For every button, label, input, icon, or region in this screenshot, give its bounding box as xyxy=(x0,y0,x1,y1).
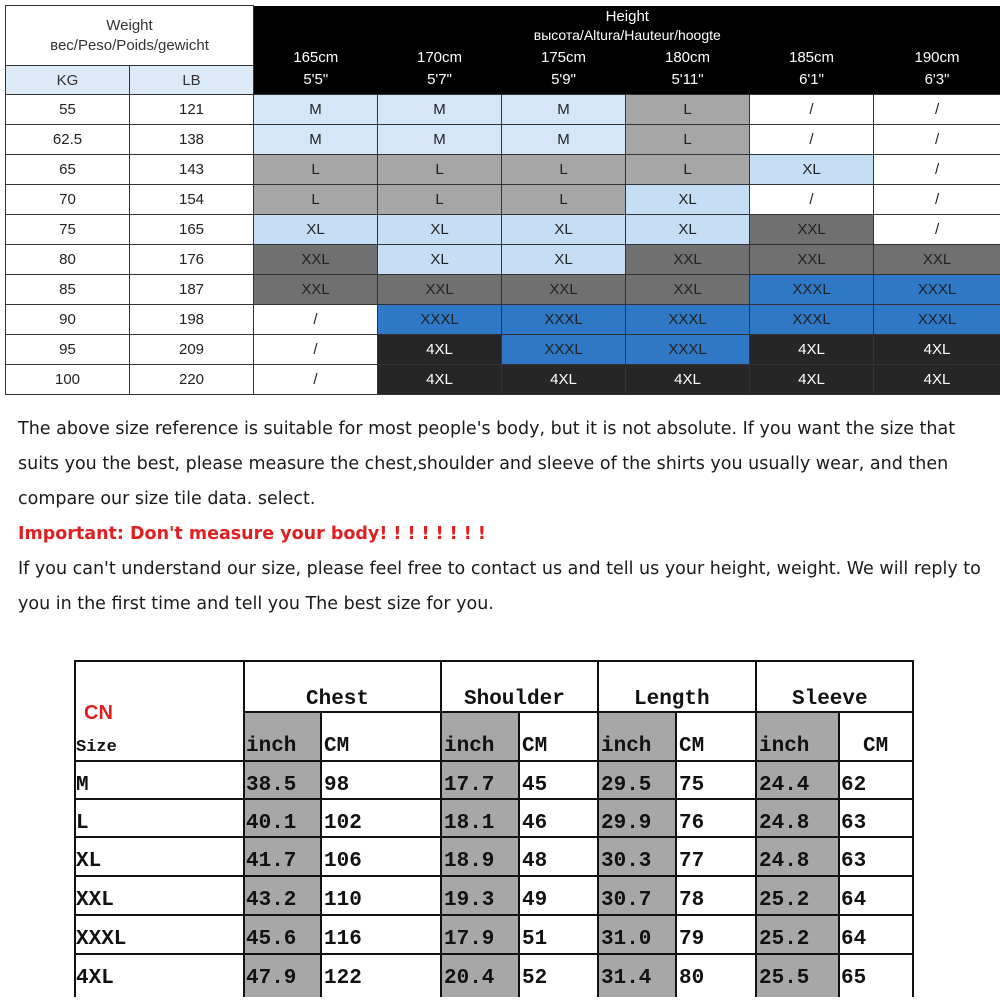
measure-chest-cm: 122 xyxy=(324,967,362,990)
table-row xyxy=(6,155,1000,185)
height-ft-1: 5'7" xyxy=(378,66,502,95)
measure-sleeve-cm: 64 xyxy=(841,928,867,951)
weight-kg: 100 xyxy=(6,365,130,395)
weight-header xyxy=(6,6,254,66)
height-cm-0: 165cm xyxy=(254,43,378,65)
measure-length-cm: 77 xyxy=(679,850,705,873)
size-notes xyxy=(18,412,998,622)
rule-length xyxy=(597,660,599,997)
size-cell: XXXL xyxy=(502,305,626,335)
measure-sleeve-cm: 62 xyxy=(841,774,867,797)
rule-group-header xyxy=(243,711,914,713)
table-row xyxy=(6,335,1000,365)
size-cell: / xyxy=(254,365,378,395)
important-note: Important: Don't measure your body! ! ! ! ! ! ! ! xyxy=(18,524,486,544)
measure-sleeve-inch: 25.2 xyxy=(759,889,810,912)
size-cell: M xyxy=(254,125,378,155)
measure-sleeve-inch: 24.8 xyxy=(759,812,810,835)
size-cell: / xyxy=(874,95,1000,125)
size-cell: XL xyxy=(378,215,502,245)
weight-kg: 70 xyxy=(6,185,130,215)
height-header xyxy=(254,6,1000,44)
size-cell: / xyxy=(750,95,874,125)
size-cell: XXXL xyxy=(750,275,874,305)
measure-shoulder-inch: 17.9 xyxy=(444,928,495,951)
weight-lb: 187 xyxy=(130,275,254,305)
measure-length-inch: 30.7 xyxy=(601,889,652,912)
measure-length-inch: 29.9 xyxy=(601,812,652,835)
group-shoulder: Shoulder xyxy=(464,688,565,711)
size-cell: M xyxy=(502,95,626,125)
length-cm-header: CM xyxy=(679,735,705,758)
table-row xyxy=(6,365,1000,395)
weight-lb: 165 xyxy=(130,215,254,245)
height-cm-4: 185cm xyxy=(750,43,874,65)
measure-shoulder-inch: 18.9 xyxy=(444,850,495,873)
size-cell: XXXL xyxy=(378,305,502,335)
measurement-table xyxy=(74,660,914,997)
measure-length-cm: 80 xyxy=(679,967,705,990)
size-cell: XXL xyxy=(750,215,874,245)
size-cell: XL xyxy=(626,215,750,245)
height-cm-1: 170cm xyxy=(378,43,502,65)
table-row xyxy=(6,305,1000,335)
measure-chest-cm: 106 xyxy=(324,850,362,873)
measure-shoulder-inch: 20.4 xyxy=(444,967,495,990)
measure-length-cm: 76 xyxy=(679,812,705,835)
size-cell: M xyxy=(502,125,626,155)
size-cell: XXL xyxy=(254,275,378,305)
sleeve-inch-header: inch xyxy=(759,735,810,758)
table-row xyxy=(6,125,1000,155)
rule-row-3 xyxy=(74,875,914,877)
size-cell: / xyxy=(750,185,874,215)
size-cell: / xyxy=(874,185,1000,215)
measure-shoulder-cm: 52 xyxy=(522,967,548,990)
weight-kg: 80 xyxy=(6,245,130,275)
table-row xyxy=(6,245,1000,275)
rule-chest-mid xyxy=(320,712,322,997)
measure-sleeve-inch: 25.5 xyxy=(759,967,810,990)
weight-kg: 55 xyxy=(6,95,130,125)
shoulder-cm-header: CM xyxy=(522,735,548,758)
height-ft-5: 6'3" xyxy=(874,66,1000,95)
size-cell: 4XL xyxy=(874,335,1000,365)
measure-length-inch: 31.4 xyxy=(601,967,652,990)
weight-lb: 176 xyxy=(130,245,254,275)
weight-title: Weight xyxy=(106,16,153,34)
size-cell: 4XL xyxy=(626,365,750,395)
measure-chest-cm: 110 xyxy=(324,889,362,912)
measure-chest-inch: 41.7 xyxy=(246,850,297,873)
rule-row-1 xyxy=(74,798,914,800)
rule-row-5 xyxy=(74,953,914,955)
size-cell: L xyxy=(626,125,750,155)
measure-size-label: XXXL xyxy=(76,928,127,951)
measure-shoulder-cm: 45 xyxy=(522,774,548,797)
size-cell: L xyxy=(378,185,502,215)
measure-length-inch: 31.0 xyxy=(601,928,652,951)
weight-lb: 154 xyxy=(130,185,254,215)
height-subtitle: высота/Altura/Hauteur/hoogte xyxy=(533,27,721,44)
height-title: Height xyxy=(605,8,649,26)
size-chart-table xyxy=(5,5,1000,395)
size-cell: L xyxy=(254,155,378,185)
size-cell: 4XL xyxy=(378,335,502,365)
size-cell: XXL xyxy=(502,275,626,305)
size-cell: / xyxy=(874,155,1000,185)
rule-shoulder xyxy=(440,660,442,997)
lb-header: LB xyxy=(130,66,254,95)
weight-kg: 75 xyxy=(6,215,130,245)
rule-length-mid xyxy=(675,712,677,997)
rule-chest xyxy=(243,660,245,997)
size-cell: / xyxy=(750,125,874,155)
table-row xyxy=(6,215,1000,245)
size-cell: XL xyxy=(626,185,750,215)
measure-sleeve-inch: 24.8 xyxy=(759,850,810,873)
size-cell: / xyxy=(874,215,1000,245)
measure-length-cm: 75 xyxy=(679,774,705,797)
chest-inch-header: inch xyxy=(246,735,297,758)
note-paragraph-1: The above size reference is suitable for most people's body, but it is not absolute. If you want the size that suits you the best, please measure the chest,shoulder and sleeve of the shirts you usually wear, and then compare our size tile data. select. xyxy=(18,419,956,509)
measure-sleeve-inch: 24.4 xyxy=(759,774,810,797)
measure-shoulder-cm: 48 xyxy=(522,850,548,873)
rule-top xyxy=(74,660,914,662)
rule-sleeve-mid xyxy=(838,712,840,997)
size-cell: XL xyxy=(502,245,626,275)
weight-lb: 220 xyxy=(130,365,254,395)
measure-size-label: M xyxy=(76,774,89,797)
size-cell: XXXL xyxy=(750,305,874,335)
rule-row-4 xyxy=(74,914,914,916)
height-ft-2: 5'9" xyxy=(502,66,626,95)
group-sleeve: Sleeve xyxy=(792,688,868,711)
measure-chest-cm: 98 xyxy=(324,774,350,797)
measure-length-cm: 78 xyxy=(679,889,705,912)
table-row xyxy=(6,185,1000,215)
size-cell: L xyxy=(502,155,626,185)
measure-sleeve-inch: 25.2 xyxy=(759,928,810,951)
height-cm-2: 175cm xyxy=(502,43,626,65)
size-cell: 4XL xyxy=(750,365,874,395)
measure-length-cm: 79 xyxy=(679,928,705,951)
size-cell: / xyxy=(254,335,378,365)
size-cell: / xyxy=(874,125,1000,155)
measure-chest-cm: 102 xyxy=(324,812,362,835)
measure-size-label: XXL xyxy=(76,889,114,912)
measure-chest-cm: 116 xyxy=(324,928,362,951)
size-cell: M xyxy=(378,125,502,155)
size-cell: XXXL xyxy=(502,335,626,365)
measure-sleeve-cm: 65 xyxy=(841,967,867,990)
measure-shoulder-cm: 46 xyxy=(522,812,548,835)
size-cell: XXL xyxy=(874,245,1000,275)
measure-length-inch: 29.5 xyxy=(601,774,652,797)
size-cell: XL xyxy=(502,215,626,245)
rule-shoulder-mid xyxy=(518,712,520,997)
weight-kg: 95 xyxy=(6,335,130,365)
measure-shoulder-inch: 17.7 xyxy=(444,774,495,797)
size-cell: M xyxy=(254,95,378,125)
size-cell: L xyxy=(378,155,502,185)
weight-kg: 90 xyxy=(6,305,130,335)
height-cm-3: 180cm xyxy=(626,43,750,65)
size-cell: XXL xyxy=(254,245,378,275)
weight-lb: 198 xyxy=(130,305,254,335)
rule-header xyxy=(74,760,914,762)
weight-subtitle: вес/Peso/Poids/gewicht xyxy=(50,36,209,54)
height-ft-4: 6'1" xyxy=(750,66,874,95)
measure-chest-inch: 38.5 xyxy=(246,774,297,797)
size-label: Size xyxy=(76,738,117,757)
cn-label: CN xyxy=(84,702,113,724)
size-cell: M xyxy=(378,95,502,125)
size-cell: XL xyxy=(378,245,502,275)
size-cell: 4XL xyxy=(874,365,1000,395)
table-row xyxy=(6,95,1000,125)
weight-lb: 209 xyxy=(130,335,254,365)
measure-sleeve-cm: 64 xyxy=(841,889,867,912)
chest-cm-header: CM xyxy=(324,735,350,758)
size-cell: 4XL xyxy=(502,365,626,395)
size-cell: L xyxy=(626,155,750,185)
measure-sleeve-cm: 63 xyxy=(841,850,867,873)
size-cell: XXXL xyxy=(874,305,1000,335)
weight-lb: 138 xyxy=(130,125,254,155)
measure-chest-inch: 40.1 xyxy=(246,812,297,835)
rule-right xyxy=(912,660,914,997)
measure-shoulder-cm: 51 xyxy=(522,928,548,951)
height-ft-3: 5'11" xyxy=(626,66,750,95)
shoulder-inch-header: inch xyxy=(444,735,495,758)
measure-size-label: 4XL xyxy=(76,967,114,990)
size-cell: XXL xyxy=(626,275,750,305)
weight-lb: 121 xyxy=(130,95,254,125)
rule-sleeve xyxy=(755,660,757,997)
weight-lb: 143 xyxy=(130,155,254,185)
group-chest: Chest xyxy=(306,688,370,711)
measure-length-inch: 30.3 xyxy=(601,850,652,873)
length-inch-header: inch xyxy=(601,735,652,758)
rule-row-2 xyxy=(74,836,914,838)
table-row xyxy=(6,275,1000,305)
size-chart xyxy=(5,5,1000,392)
height-cm-5: 190cm xyxy=(874,43,1000,65)
measure-shoulder-cm: 49 xyxy=(522,889,548,912)
measure-size-label: L xyxy=(76,812,89,835)
size-cell: / xyxy=(254,305,378,335)
measure-size-label: XL xyxy=(76,850,102,873)
size-cell: L xyxy=(502,185,626,215)
size-cell: XXL xyxy=(626,245,750,275)
measure-chest-inch: 45.6 xyxy=(246,928,297,951)
sleeve-cm-header: CM xyxy=(863,735,889,758)
kg-header: KG xyxy=(6,66,130,95)
size-cell: XXXL xyxy=(626,335,750,365)
measure-shoulder-inch: 18.1 xyxy=(444,812,495,835)
size-cell: XXL xyxy=(750,245,874,275)
size-cell: XXXL xyxy=(626,305,750,335)
note-paragraph-2: If you can't understand our size, please feel free to contact us and tell us your height, weight. We will reply to you in the first time and tell you The best size for you. xyxy=(18,559,981,614)
height-ft-0: 5'5" xyxy=(254,66,378,95)
size-cell: L xyxy=(254,185,378,215)
size-cell: 4XL xyxy=(750,335,874,365)
size-cell: XL xyxy=(254,215,378,245)
size-cell: L xyxy=(626,95,750,125)
weight-kg: 62.5 xyxy=(6,125,130,155)
group-length: Length xyxy=(634,688,710,711)
size-cell: XXL xyxy=(378,275,502,305)
measure-shoulder-inch: 19.3 xyxy=(444,889,495,912)
weight-kg: 65 xyxy=(6,155,130,185)
measure-chest-inch: 47.9 xyxy=(246,967,297,990)
measure-chest-inch: 43.2 xyxy=(246,889,297,912)
size-cell: XL xyxy=(750,155,874,185)
size-cell: 4XL xyxy=(378,365,502,395)
size-cell: XXXL xyxy=(874,275,1000,305)
weight-kg: 85 xyxy=(6,275,130,305)
measure-sleeve-cm: 63 xyxy=(841,812,867,835)
